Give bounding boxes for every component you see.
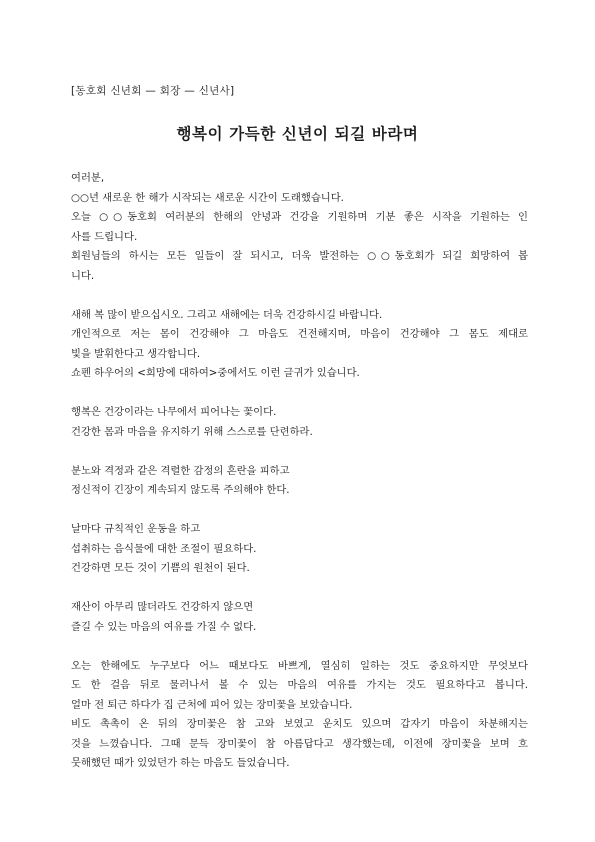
text-line: 행복은 건강이라는 나무에서 피어나는 꽃이다. bbox=[71, 406, 277, 418]
text-line: 분노와 격정과 같은 격렬한 감정의 흔란을 피하고 bbox=[71, 464, 290, 477]
paragraph bbox=[71, 169, 528, 286]
paragraph-gap bbox=[71, 579, 528, 599]
text-line: 즐길 수 있는 마음의 여유를 가질 수 없다. bbox=[71, 620, 257, 633]
paragraph-gap bbox=[71, 501, 528, 521]
text-line: ○○년 새로운 한 해가 시작되는 새로운 시간이 도래했습니다. bbox=[71, 191, 344, 204]
paragraph-gap bbox=[71, 384, 528, 404]
text-line: 여러분, bbox=[71, 172, 105, 184]
paragraph bbox=[71, 403, 528, 442]
text-line: 비도 촉촉이 온 뒤의 장미꽃은 참 고와 보였고 운치도 있으며 갑자기 마음이 차분해지는 bbox=[71, 718, 528, 730]
text-line: 오는 한해에도 누구보다 어느 때보다도 바쁘게, 열심히 일하는 것도 중요하지만 무엇보다 bbox=[71, 659, 528, 672]
paragraph-gap bbox=[71, 442, 528, 462]
text-line: 쇼펜 하우어의 <희망에 대하여>중에서도 이런 글귀가 있습니다. bbox=[71, 367, 360, 379]
text-line: 회원님들의 하시는 모든 일들이 잘 되시고, 더욱 발전하는 ○○동호회가 되길 희망하여 봅 bbox=[71, 250, 528, 262]
text-line: 건강하면 모든 것이 기쁨의 원천이 된다. bbox=[71, 562, 250, 574]
paragraph-gap bbox=[71, 637, 528, 657]
text-line: 정신적이 긴장이 계속되지 않도록 주의해야 한다. bbox=[71, 484, 290, 496]
text-line: 얼마 전 퇴근 하다가 집 근처에 피어 있는 장미꽃을 보았습니다. bbox=[71, 698, 353, 711]
text-line: 날마다 규칙적인 운동을 하고 bbox=[71, 523, 201, 535]
paragraph bbox=[71, 462, 528, 501]
text-line: 개인적으로 저는 몸이 건강해야 그 마음도 건전해지며, 마음이 건강해야 그 몸도 제대로 bbox=[71, 328, 528, 340]
text-line: 사를 드립니다. bbox=[71, 230, 138, 243]
text-line: 도 한 걸음 뒤로 물러나서 볼 수 있는 마음의 여유를 가지는 것도 필요하다고 봅니다. bbox=[71, 679, 528, 691]
document-title: 행복이 가득한 신년이 되길 바라며 bbox=[176, 125, 419, 143]
paragraph-gap bbox=[71, 286, 528, 306]
text-line: 빛을 발휘한다고 생각합니다. bbox=[71, 347, 201, 360]
text-line: 것을 느꼈습니다. 그때 문득 장미꽃이 참 아름답다고 생각했는데, 이전에 장미꽃을 보며 흐 bbox=[71, 737, 528, 750]
text-line: 니다. bbox=[71, 269, 95, 282]
paragraph bbox=[71, 598, 528, 637]
text-line: 오늘 ○○동호회 여러분의 한해의 안녕과 건강을 기원하며 기분 좋은 시작을 기원하는 인 bbox=[71, 211, 528, 223]
paragraph bbox=[71, 520, 528, 579]
text-line: 재산이 아무리 많더라도 건강하지 않으면 bbox=[71, 601, 254, 613]
text-line: 새해 복 많이 받으십시오. 그리고 새해에는 더욱 건강하시길 바랍니다. bbox=[71, 308, 383, 321]
text-line: 섭취하는 음식물에 대한 조절이 필요하다. bbox=[71, 542, 257, 555]
document-body bbox=[71, 169, 528, 774]
document-category: [동호회 신년회 — 회장 — 신년사] bbox=[71, 85, 235, 97]
paragraph bbox=[71, 306, 528, 384]
paragraph bbox=[71, 657, 528, 774]
text-line: 뭇해했던 때가 있었던가 하는 마음도 들었습니다. bbox=[71, 757, 290, 769]
text-line: 건강한 몸과 마음을 유지하기 위해 스스로를 단련하라. bbox=[71, 425, 313, 438]
